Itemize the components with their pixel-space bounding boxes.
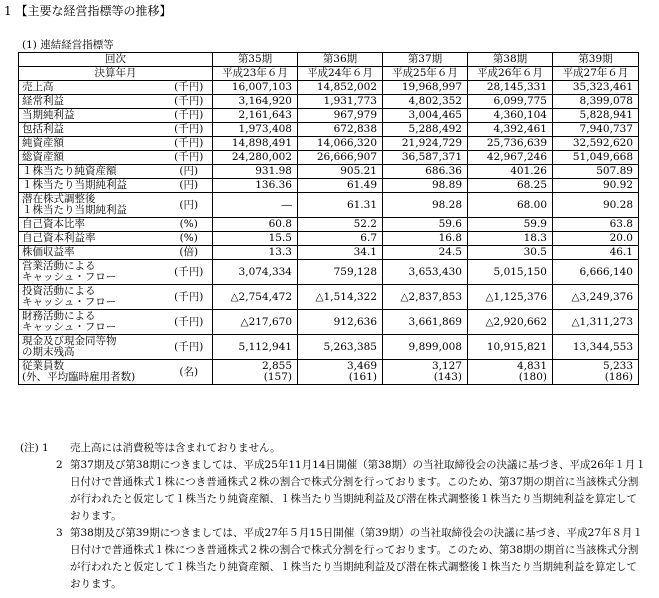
note-text: 売上高には消費税等は含まれておりません。 xyxy=(70,442,281,454)
row-unit: (千円) xyxy=(166,285,213,310)
value-cell: 6,099,775 xyxy=(468,95,553,109)
value-cell: 16.8 xyxy=(383,232,468,246)
value-cell: 59.9 xyxy=(468,218,553,232)
date-header: 決算年月 xyxy=(19,67,213,81)
value-cell: △2,920,662 xyxy=(468,310,553,335)
row-label: 売上高 xyxy=(19,81,166,95)
table-row xyxy=(19,123,639,137)
row-unit: (円) xyxy=(166,165,213,179)
value-cell: 18.3 xyxy=(468,232,553,246)
value-cell: 61.31 xyxy=(298,193,383,218)
row-label: 投資活動による キャッシュ・フロー xyxy=(19,285,166,310)
row-label: 株価収益率 xyxy=(19,246,166,260)
row-label: 純資産額 xyxy=(19,137,166,151)
row-unit: (千円) xyxy=(166,310,213,335)
value-cell: 931.98 xyxy=(213,165,298,179)
row-label: 営業活動による キャッシュ・フロー xyxy=(19,260,166,285)
note-item xyxy=(4,440,652,457)
subsection-heading: (1) 連結経営指標等 xyxy=(22,39,114,51)
table-row xyxy=(19,360,639,385)
table-row xyxy=(19,285,639,310)
value-cell: 3,004,465 xyxy=(383,109,468,123)
value-cell: 5,233 (186) xyxy=(553,360,639,385)
row-unit: (倍) xyxy=(166,246,213,260)
table-row xyxy=(19,335,639,360)
value-cell: 28,145,331 xyxy=(468,81,553,95)
value-cell: 1,973,408 xyxy=(213,123,298,137)
value-cell: 32,592,620 xyxy=(553,137,639,151)
note-text: 第37期及び第38期につきましては、平成25年11月14日開催（第38期）の当社取締役会の決議に基づき、平成26年１月１日付けで普通株式１株につき普通株式２株の割合で株式分割を行っております。このため、第37期の期首に当該株式分割が行われたと仮定して１株当たり純資産額、１株当たり当期純利益及び潜在株式調整後１株当たり当期純利益を算定しております。 xyxy=(70,459,646,522)
row-label: 総資産額 xyxy=(19,151,166,165)
value-cell: 3,164,920 xyxy=(213,95,298,109)
value-cell: 34.1 xyxy=(298,246,383,260)
value-cell: 6.7 xyxy=(298,232,383,246)
period-cell: 第36期 xyxy=(298,53,383,67)
value-cell: 4,392,461 xyxy=(468,123,553,137)
value-cell: 4,831 (180) xyxy=(468,360,553,385)
value-cell: 3,661,869 xyxy=(383,310,468,335)
row-label: 自己資本比率 xyxy=(19,218,166,232)
value-cell: 6,666,140 xyxy=(553,260,639,285)
date-cell: 平成24年６月 xyxy=(298,67,383,81)
table-row xyxy=(19,151,639,165)
value-cell: 26,666,907 xyxy=(298,151,383,165)
row-unit: (千円) xyxy=(166,95,213,109)
value-cell: △2,754,472 xyxy=(213,285,298,310)
value-cell: 36,587,371 xyxy=(383,151,468,165)
value-cell: △1,514,322 xyxy=(298,285,383,310)
value-cell: 5,263,385 xyxy=(298,335,383,360)
table-row xyxy=(19,165,639,179)
period-header-row xyxy=(19,53,639,67)
value-cell: 14,066,320 xyxy=(298,137,383,151)
note-number: 2 xyxy=(56,459,63,471)
value-cell: 35,323,461 xyxy=(553,81,639,95)
note-item xyxy=(4,457,652,525)
value-cell: △1,125,376 xyxy=(468,285,553,310)
value-cell: 5,015,150 xyxy=(468,260,553,285)
row-unit: (千円) xyxy=(166,81,213,95)
value-cell: 3,653,430 xyxy=(383,260,468,285)
table-row xyxy=(19,179,639,193)
table-row xyxy=(19,260,639,285)
date-cell: 平成23年６月 xyxy=(213,67,298,81)
value-cell: 2,161,643 xyxy=(213,109,298,123)
value-cell: 14,898,491 xyxy=(213,137,298,151)
date-header-row xyxy=(19,67,639,81)
table-row xyxy=(19,232,639,246)
table-row xyxy=(19,193,639,218)
row-label: 現金及び現金同等物 の期末残高 xyxy=(19,335,166,360)
value-cell: 401.26 xyxy=(468,165,553,179)
value-cell: 5,112,941 xyxy=(213,335,298,360)
value-cell: △1,311,273 xyxy=(553,310,639,335)
value-cell: 759,128 xyxy=(298,260,383,285)
row-unit: (千円) xyxy=(166,260,213,285)
row-unit: (千円) xyxy=(166,151,213,165)
row-unit: (円) xyxy=(166,193,213,218)
value-cell: 24.5 xyxy=(383,246,468,260)
value-cell: 20.0 xyxy=(553,232,639,246)
period-cell: 第35期 xyxy=(213,53,298,67)
value-cell: 4,360,104 xyxy=(468,109,553,123)
table-row xyxy=(19,81,639,95)
value-cell: 10,915,821 xyxy=(468,335,553,360)
value-cell: 13.3 xyxy=(213,246,298,260)
row-unit: (円) xyxy=(166,179,213,193)
row-label: 自己資本利益率 xyxy=(19,232,166,246)
note-item xyxy=(4,525,652,593)
value-cell: △217,670 xyxy=(213,310,298,335)
period-cell: 第37期 xyxy=(383,53,468,67)
period-cell: 第38期 xyxy=(468,53,553,67)
value-cell: 1,931,773 xyxy=(298,95,383,109)
table-row xyxy=(19,137,639,151)
financial-indicators-table xyxy=(18,52,639,385)
notes-section xyxy=(4,440,652,593)
value-cell: 60.8 xyxy=(213,218,298,232)
table-row xyxy=(19,95,639,109)
value-cell: 52.2 xyxy=(298,218,383,232)
period-header: 回次 xyxy=(19,53,213,67)
date-cell: 平成26年６月 xyxy=(468,67,553,81)
row-unit: (%) xyxy=(166,232,213,246)
note-number: 3 xyxy=(56,527,63,539)
value-cell: 59.6 xyxy=(383,218,468,232)
value-cell: 30.5 xyxy=(468,246,553,260)
value-cell: 5,288,492 xyxy=(383,123,468,137)
row-unit: (%) xyxy=(166,218,213,232)
row-unit: (名) xyxy=(166,360,213,385)
value-cell: 19,968,997 xyxy=(383,81,468,95)
row-label: 潜在株式調整後 １株当たり当期純利益 xyxy=(19,193,166,218)
value-cell: 8,399,078 xyxy=(553,95,639,109)
value-cell: ― xyxy=(213,193,298,218)
value-cell: 912,636 xyxy=(298,310,383,335)
value-cell: 3,127 (143) xyxy=(383,360,468,385)
date-cell: 平成27年６月 xyxy=(553,67,639,81)
value-cell: 24,280,002 xyxy=(213,151,298,165)
value-cell: 42,967,246 xyxy=(468,151,553,165)
value-cell: △2,837,853 xyxy=(383,285,468,310)
value-cell: 68.00 xyxy=(468,193,553,218)
value-cell: 51,049,668 xyxy=(553,151,639,165)
value-cell: 13,344,553 xyxy=(553,335,639,360)
value-cell: 25,736,639 xyxy=(468,137,553,151)
row-label: 当期純利益 xyxy=(19,109,166,123)
row-label: 経常利益 xyxy=(19,95,166,109)
table-row xyxy=(19,246,639,260)
value-cell: 2,855 (157) xyxy=(213,360,298,385)
value-cell: 46.1 xyxy=(553,246,639,260)
period-cell: 第39期 xyxy=(553,53,639,67)
value-cell: 21,924,729 xyxy=(383,137,468,151)
value-cell: 7,940,737 xyxy=(553,123,639,137)
value-cell: 16,007,103 xyxy=(213,81,298,95)
value-cell: 905.21 xyxy=(298,165,383,179)
row-unit: (千円) xyxy=(166,335,213,360)
section-heading: 1 【主要な経営指標等の推移】 xyxy=(4,4,172,18)
value-cell: 68.25 xyxy=(468,179,553,193)
note-number: (注) 1 xyxy=(20,442,49,454)
value-cell: 5,828,941 xyxy=(553,109,639,123)
row-unit: (千円) xyxy=(166,123,213,137)
value-cell: 507.89 xyxy=(553,165,639,179)
row-label: 財務活動による キャッシュ・フロー xyxy=(19,310,166,335)
row-label: １株当たり純資産額 xyxy=(19,165,166,179)
row-unit: (千円) xyxy=(166,137,213,151)
value-cell: 4,802,352 xyxy=(383,95,468,109)
value-cell: 14,852,002 xyxy=(298,81,383,95)
value-cell: △3,249,376 xyxy=(553,285,639,310)
table-row xyxy=(19,310,639,335)
value-cell: 15.5 xyxy=(213,232,298,246)
row-label: 従業員数 (外、平均臨時雇用者数) xyxy=(19,360,166,385)
value-cell: 98.28 xyxy=(383,193,468,218)
value-cell: 672,838 xyxy=(298,123,383,137)
value-cell: 3,469 (161) xyxy=(298,360,383,385)
row-label: 包括利益 xyxy=(19,123,166,137)
value-cell: 63.8 xyxy=(553,218,639,232)
value-cell: 61.49 xyxy=(298,179,383,193)
row-unit: (千円) xyxy=(166,109,213,123)
value-cell: 98.89 xyxy=(383,179,468,193)
table-row xyxy=(19,109,639,123)
value-cell: 967,979 xyxy=(298,109,383,123)
date-cell: 平成25年６月 xyxy=(383,67,468,81)
value-cell: 90.28 xyxy=(553,193,639,218)
value-cell: 9,899,008 xyxy=(383,335,468,360)
value-cell: 3,074,334 xyxy=(213,260,298,285)
value-cell: 136.36 xyxy=(213,179,298,193)
note-text: 第38期及び第39期につきましては、平成27年５月15日開催（第39期）の当社取締役会の決議に基づき、平成27年８月１日付けで普通株式１株につき普通株式２株の割合で株式分割を行っております。このため、第38期の期首に当該株式分割が行われたと仮定して１株当たり純資産額、１株当たり当期純利益及び潜在株式調整後１株当たり当期純利益を算定しております。 xyxy=(70,527,644,590)
value-cell: 90.92 xyxy=(553,179,639,193)
value-cell: 686.36 xyxy=(383,165,468,179)
row-label: １株当たり当期純利益 xyxy=(19,179,166,193)
table-row xyxy=(19,218,639,232)
